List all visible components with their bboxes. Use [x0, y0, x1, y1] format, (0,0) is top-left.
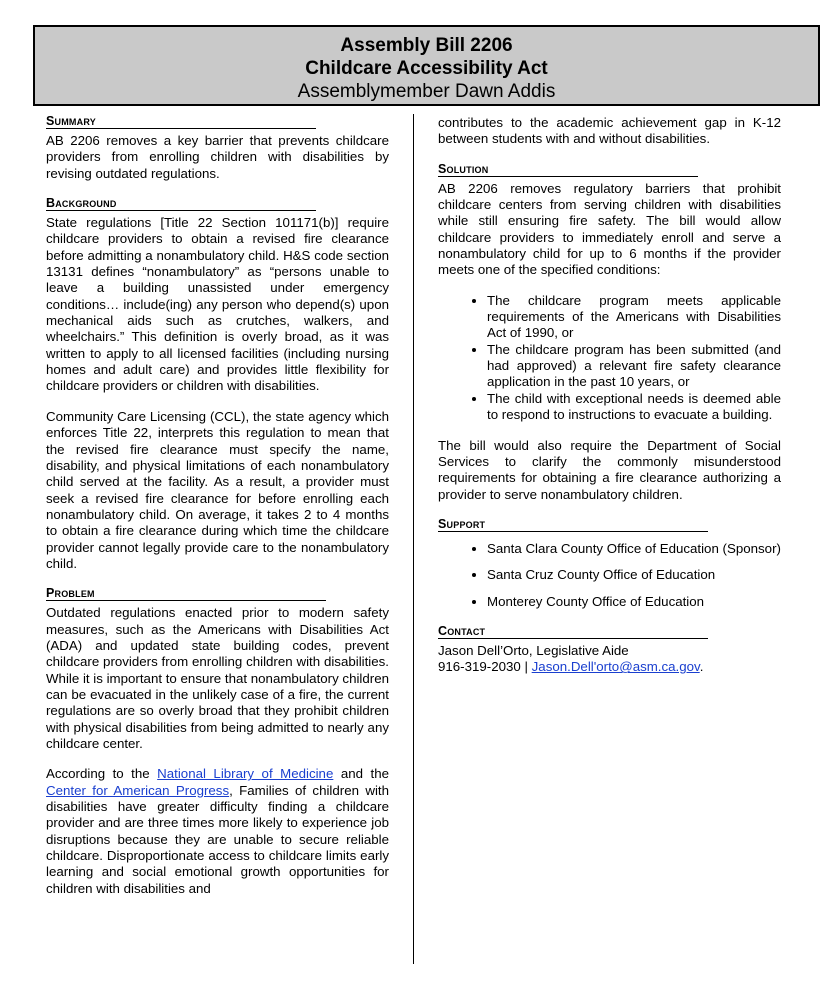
solution-paragraph-2: The bill would also require the Department of Social Services to clarify the commonly misunderstood requirements for obtaining a fire clearance authorizing a provider to serve nonambulatory children.: [438, 437, 781, 502]
solution-paragraph-1: AB 2206 removes regulatory barriers that prohibit childcare centers from serving children with disabilities while still ensuring fire safety. The bill would allow childcare providers to immediately enroll and serve a nonambulatory child for up to 6 months if the provider meets one of the specified conditions:: [438, 180, 781, 278]
support-heading: Support: [438, 517, 708, 532]
solution-heading: Solution: [438, 162, 698, 177]
contact-heading: Contact: [438, 624, 708, 639]
problem-paragraph-1: Outdated regulations enacted prior to modern safety measures, such as the Americans with Disabilities Act (ADA) and updated state building codes, prevent childcare providers from enrolling children with disabilities. While it is important to ensure that nonambulatory children can be evacuated in the unlikely case of a fire, the current regulations are so overly broad that they prohibit children with physical disabilities from being admitted to nearly any childcare center.: [46, 605, 389, 751]
contact-phone: 916-319-2030 |: [438, 659, 532, 675]
list-item: • Santa Cruz County Office of Education: [487, 567, 781, 583]
right-column: [438, 115, 781, 676]
assemblymember-name: Assemblymember Dawn Addis: [297, 81, 556, 102]
background-heading: Background: [46, 196, 316, 211]
contact-name: Jason Dell’Orto, Legislative Aide: [438, 642, 629, 658]
list-item: • The childcare program meets applicable requirements of the Americans with Disabilities Act of 1990, or: [487, 293, 781, 342]
bill-number: Assembly Bill 2206: [340, 35, 513, 56]
background-paragraph-1: State regulations [Title 22 Section 101171(b)] require childcare providers to obtain a revised fire clearance before admitting a nonambulatory child. H&S code section 13131 defines “nonambulatory” as “persons unable to leave a building unassisted under emergency conditions… include(ing) any person who depend(s) upon mechanical aids such as crutches, walkers, and wheelchairs.” This definition is overly broad, as it was written to apply to all licensed facilities (including nursing homes and adult care) and provides little flexibility for childcare providers or children with disabilities.: [46, 215, 389, 394]
contact-email-link[interactable]: Jason.Dell'orto@asm.ca.gov: [531, 659, 700, 675]
problem-paragraph-2-continued: contributes to the academic achievement gap in K-12 between students with and without disabilities.: [438, 115, 781, 147]
summary-heading: Summary: [46, 114, 316, 129]
problem-p2-rest: , Families of children with disabilities have greater difficulty finding a childcare provider and are three times more likely to experience job disruptions because they are unable to secure reliable childcare. Disproportionate access to childcare limits early learning and social emotional growth opportunities for children with disabilities and: [46, 782, 389, 896]
problem-p2-mid: and the: [333, 766, 389, 782]
contact-trailing: .: [699, 659, 704, 675]
center-for-american-progress-link[interactable]: Center for American Progress: [46, 782, 230, 798]
problem-paragraph-2: [46, 766, 389, 897]
left-column: [46, 114, 389, 897]
act-title: Childcare Accessibility Act: [305, 58, 548, 79]
list-item: • Santa Clara County Office of Education (Sponsor): [487, 541, 781, 557]
title-banner: [33, 25, 820, 106]
problem-p2-prefix: According to the: [46, 766, 158, 782]
support-list: [438, 541, 781, 610]
national-library-of-medicine-link[interactable]: National Library of Medicine: [157, 766, 334, 782]
list-item: • The childcare program has been submitted (and had approved) a relevant fire safety clearance application in the past 10 years, or: [487, 342, 781, 391]
solution-conditions-list: [438, 293, 781, 424]
contact-line: [438, 659, 781, 675]
list-item: • The child with exceptional needs is deemed able to respond to instructions to evacuate a building.: [487, 391, 781, 424]
background-paragraph-2: Community Care Licensing (CCL), the state agency which enforces Title 22, interprets this regulation to mean that the revised fire clearance must specify the name, disability, and physical limitations of each nonambulatory child served at the facility. As a result, a provider must seek a revised fire clearance for before enrolling each nonambulatory child. On average, it takes 2 to 4 months to obtain a fire clearance during which time the childcare provider cannot legally provide care to the nonambulatory child.: [46, 408, 389, 571]
summary-text: AB 2206 removes a key barrier that prevents childcare providers from enrolling children with disabilities by revising outdated regulations.: [46, 133, 389, 181]
column-divider: [413, 114, 414, 964]
problem-heading: Problem: [46, 586, 326, 601]
list-item: • Monterey County Office of Education: [487, 594, 781, 610]
